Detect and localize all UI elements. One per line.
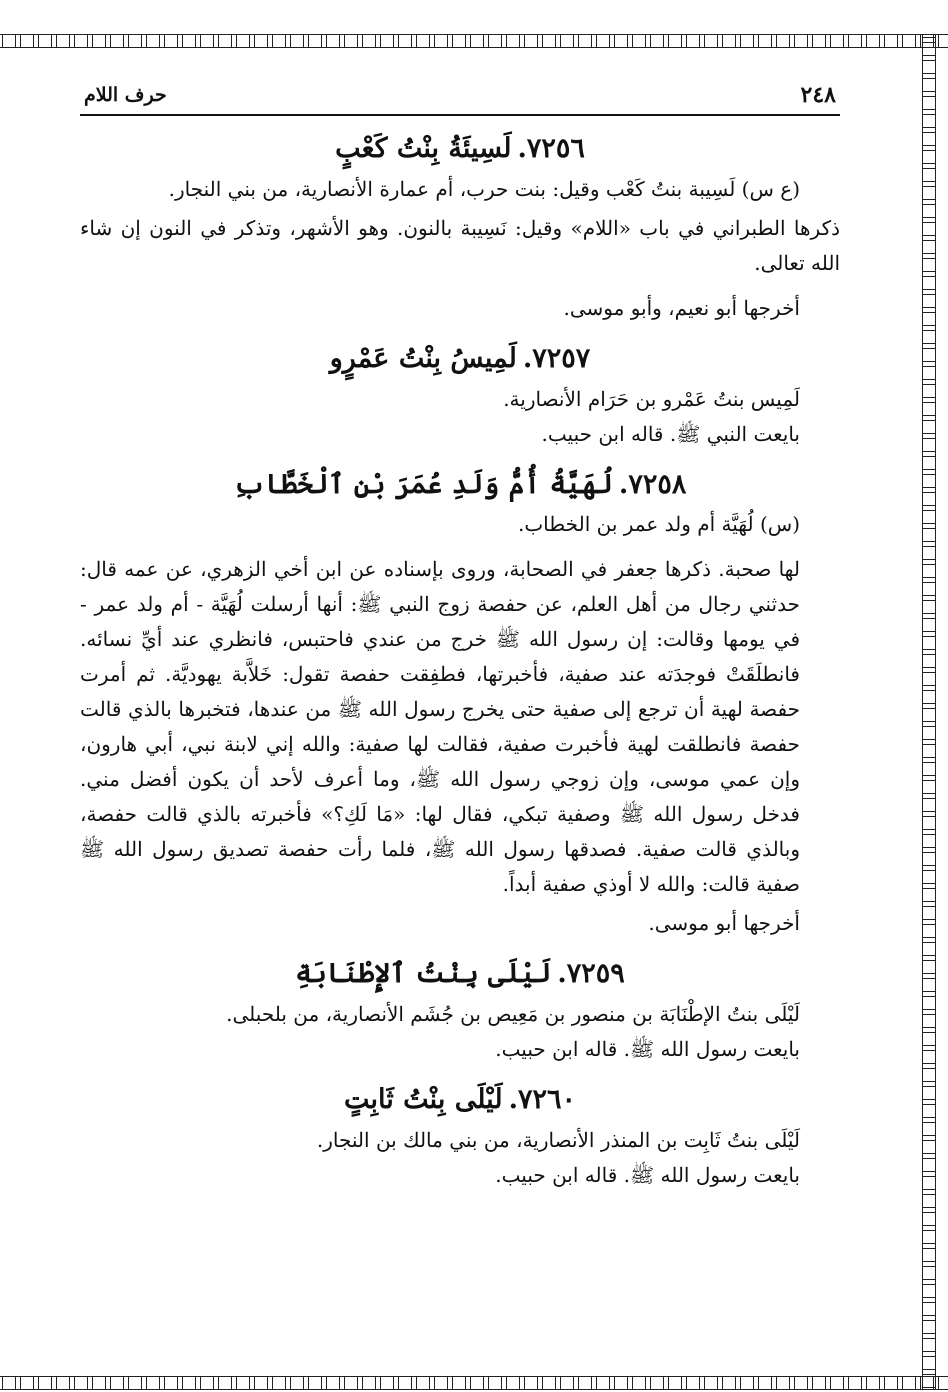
book-page	[80, 80, 840, 1193]
entry-7258	[80, 466, 840, 942]
entry-number: ٧٢٦٠.	[508, 1084, 576, 1116]
entry-paragraph: لها صحبة. ذكرها جعفر في الصحابة، وروى بإسناده عن ابن أخي الزهري، عن عمه قال: حدثني رجال من أهل العلم، عن حفصة زوج النبي ﷺ: أنها أرسلت لُهَيَّة - أم ولد عمر - في يومها وقالت: إن رسول الله ﷺ خرج من عندي فاحتبس، فانظري عند أيِّ نسائه. فانطلَقَتْ فوجدَته عند صفية، فأخبرتها، فطفِقت حفصة تقول: خَلاَّبة يهوديَّة. ثم أمرت حفصة لهية أن ترجع إلى صفية حتى يخرج رسول الله ﷺ من عندها، فتخبرها بالذي قالت حفصة فانطلقت لهية فأخبرت صفية، فقالت لها صفية: والله إني لابنة نبي، أبي هارون، وإن عمي موسى، وإن زوجي رسول الله ﷺ، وما أعرف لأحد أن يكون أفضل مني. فدخل رسول الله ﷺ وصفية تبكي، فقال لها: «مَا لَكِ؟» فأخبرته بالذي قالت حفصة، وبالذي قالت صفية. فصدقها رسول الله ﷺ، فلما رأت حفصة تصديق رسول الله ﷺ صفية قالت: والله لا أوذي صفية أبداً.	[80, 557, 800, 897]
entry-paragraph: لَيْلَى بنتُ الإطْنَابَة بن منصور بن مَعِيص بن جُشَم الأنصارية، من بلحبلى.	[226, 1002, 800, 1027]
entry-paragraph: لَمِيس بنتُ عَمْرو بن حَرَام الأنصارية.	[503, 386, 800, 411]
running-header	[80, 80, 840, 116]
entry-name: لَسِيئَةُ بِنْتُ كَعْبٍ	[335, 133, 512, 164]
entry-number: ٧٢٥٩.	[557, 958, 625, 990]
entry-paragraph: بايعت رسول الله ﷺ. قاله ابن حبيب.	[495, 1162, 800, 1187]
decorative-border-top	[0, 34, 948, 48]
entry-heading	[80, 955, 840, 993]
entry-number: ٧٢٥٨.	[618, 468, 687, 500]
entry-source: أخرجها أبو نعيم، وأبو موسى.	[563, 295, 800, 320]
entry-paragraph: (ع س) لَسِيبة بنتُ كَعْب وقيل: بنت حرب، أم عمارة الأنصارية، من بني النجار.	[168, 176, 800, 201]
running-title: حرف اللام	[84, 84, 167, 106]
entry-paragraph: بايعت رسول الله ﷺ. قاله ابن حبيب.	[495, 1037, 800, 1062]
entry-paragraph: بايعت النبي ﷺ. قاله ابن حبيب.	[541, 421, 800, 446]
decorative-border-bottom	[0, 1376, 948, 1390]
entry-heading	[80, 340, 840, 378]
entry-paragraph: لَيْلَى بنتُ ثَابِت بن المنذر الأنصارية، من بني مالك بن النجار.	[316, 1127, 800, 1152]
entry-number: ٧٢٥٧.	[522, 342, 591, 374]
entry-paragraph: (س) لُهَيَّة أم ولد عمر بن الخطاب.	[518, 512, 800, 537]
entry-7260	[80, 1081, 840, 1193]
entry-7256	[80, 130, 840, 326]
page-number: ٢٤٨	[800, 82, 836, 108]
entry-name: لُهَيَّةُ أُمُّ وَلَدِ عُمَرَ بْنِ ٱلْخَطَّابِ	[233, 468, 613, 500]
entry-heading	[80, 1081, 840, 1119]
entry-name: لَيْلَى بِنْتُ ٱلإِطْنَابَةِ	[295, 958, 552, 990]
entry-source: أخرجها أبو موسى.	[648, 911, 800, 936]
entry-name: لَيْلَى بِنْتُ ثَابِتٍ	[344, 1084, 503, 1116]
entry-7257	[80, 340, 840, 452]
entry-number: ٧٢٥٦.	[517, 133, 585, 164]
entry-heading	[80, 130, 840, 168]
entry-heading	[80, 466, 840, 504]
entry-name: لَمِيسُ بِنْتُ عَمْرٍو	[329, 342, 517, 374]
entry-7259	[80, 955, 840, 1067]
entry-paragraph: ذكرها الطبراني في باب «اللام» وقيل: نَسِيبة بالنون. وهو الأشهر، وتذكر في النون إن شاء الله تعالى.	[80, 215, 840, 275]
decorative-border-right	[922, 34, 936, 1390]
